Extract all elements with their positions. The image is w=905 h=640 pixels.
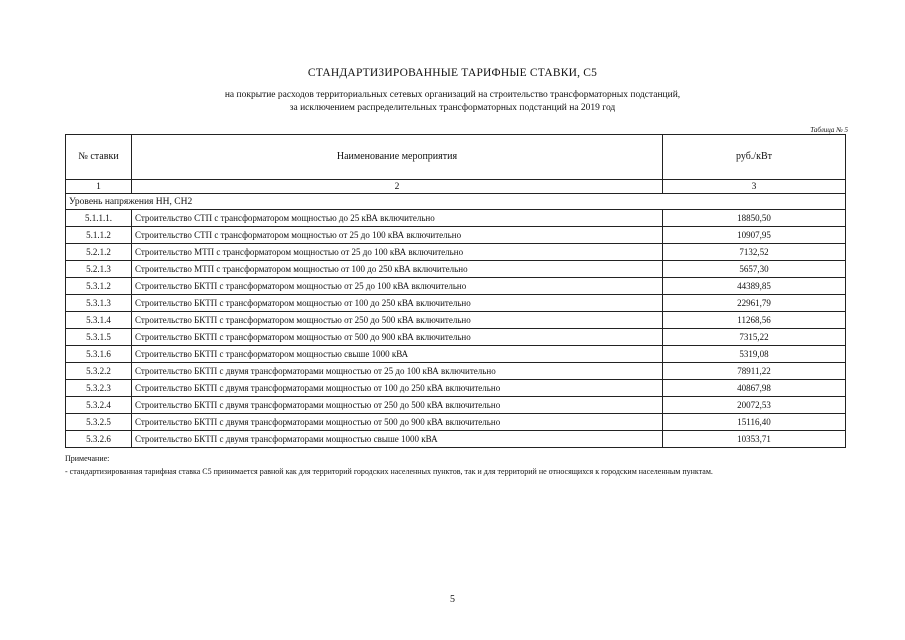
measure-name-cell: Строительство БКТП с двумя трансформаторами мощностью свыше 1000 кВА — [132, 431, 663, 448]
measure-name-cell: Строительство МТП с трансформатором мощностью от 25 до 100 кВА включительно — [132, 244, 663, 261]
table-row — [66, 295, 846, 312]
rate-code-cell: 5.3.1.6 — [66, 346, 132, 363]
table-row — [66, 363, 846, 380]
measure-name-cell: Строительство БКТП с трансформатором мощностью от 250 до 500 кВА включительно — [132, 312, 663, 329]
section-label: Уровень напряжения НН, СН2 — [66, 194, 846, 210]
rate-code-cell: 5.3.2.6 — [66, 431, 132, 448]
rate-value-cell: 7132,52 — [663, 244, 846, 261]
measure-name-cell: Строительство БКТП с двумя трансформаторами мощностью от 500 до 900 кВА включительно — [132, 414, 663, 431]
table-row — [66, 431, 846, 448]
note — [65, 452, 713, 478]
measure-name-cell: Строительство БКТП с трансформатором мощностью от 25 до 100 кВА включительно — [132, 278, 663, 295]
document-subtitle-line2: за исключением распределительных трансформаторных подстанций на 2019 год — [289, 103, 616, 113]
rate-value-cell: 7315,22 — [663, 329, 846, 346]
rate-code-cell: 5.2.1.2 — [66, 244, 132, 261]
column-number-row — [66, 180, 846, 194]
table-row — [66, 380, 846, 397]
table-row — [66, 210, 846, 227]
rate-value-cell: 10353,71 — [663, 431, 846, 448]
table-header-row — [66, 135, 846, 180]
rate-code-cell: 5.3.1.3 — [66, 295, 132, 312]
measure-name-cell: Строительство БКТП с двумя трансформаторами мощностью от 100 до 250 кВА включительно — [132, 380, 663, 397]
table-row — [66, 329, 846, 346]
header-rate: руб./кВт — [663, 135, 846, 180]
rate-value-cell: 15116,40 — [663, 414, 846, 431]
rate-code-cell: 5.3.2.5 — [66, 414, 132, 431]
table-row — [66, 312, 846, 329]
measure-name-cell: Строительство БКТП с трансформатором мощностью от 500 до 900 кВА включительно — [132, 329, 663, 346]
section-row — [66, 194, 846, 210]
rate-value-cell: 5657,30 — [663, 261, 846, 278]
column-number: 1 — [66, 180, 132, 194]
table-row — [66, 244, 846, 261]
rate-code-cell: 5.1.1.1. — [66, 210, 132, 227]
column-number: 2 — [132, 180, 663, 194]
page-number: 5 — [450, 594, 455, 605]
header-code: № ставки — [66, 135, 132, 180]
measure-name-cell: Строительство СТП с трансформатором мощностью до 25 кВА включительно — [132, 210, 663, 227]
measure-name-cell: Строительство БКТП с трансформатором мощностью свыше 1000 кВА — [132, 346, 663, 363]
measure-name-cell: Строительство БКТП с двумя трансформаторами мощностью от 25 до 100 кВА включительно — [132, 363, 663, 380]
rate-value-cell: 5319,08 — [663, 346, 846, 363]
rate-value-cell: 44389,85 — [663, 278, 846, 295]
measure-name-cell: Строительство БКТП с трансформатором мощностью от 100 до 250 кВА включительно — [132, 295, 663, 312]
table-row — [66, 227, 846, 244]
tariff-table — [65, 134, 846, 448]
rate-code-cell: 5.2.1.3 — [66, 261, 132, 278]
rate-value-cell: 18850,50 — [663, 210, 846, 227]
note-label: Примечание: — [65, 454, 110, 463]
rate-value-cell: 11268,56 — [663, 312, 846, 329]
rate-value-cell: 78911,22 — [663, 363, 846, 380]
rate-code-cell: 5.3.2.2 — [66, 363, 132, 380]
rate-code-cell: 5.3.1.5 — [66, 329, 132, 346]
measure-name-cell: Строительство БКТП с двумя трансформаторами мощностью от 250 до 500 кВА включительно — [132, 397, 663, 414]
measure-name-cell: Строительство СТП с трансформатором мощностью от 25 до 100 кВА включительно — [132, 227, 663, 244]
table-row — [66, 414, 846, 431]
rate-value-cell: 20072,53 — [663, 397, 846, 414]
tariff-table-body — [66, 135, 846, 448]
rate-code-cell: 5.3.2.4 — [66, 397, 132, 414]
rate-value-cell: 22961,79 — [663, 295, 846, 312]
header-name: Наименование мероприятия — [132, 135, 663, 180]
table-row — [66, 261, 846, 278]
document-subtitle-line1: на покрытие расходов территориальных сетевых организаций на строительство трансформаторных подстанций, — [224, 90, 681, 100]
rate-value-cell: 40867,98 — [663, 380, 846, 397]
note-text: - стандартизированная тарифная ставка С5 принимается равной как для территорий городских населенных пунктов, так и для территорий не относящихся к городским населенным пунктам. — [65, 467, 713, 476]
table-row — [66, 397, 846, 414]
rate-value-cell: 10907,95 — [663, 227, 846, 244]
column-number: 3 — [663, 180, 846, 194]
rate-code-cell: 5.1.1.2 — [66, 227, 132, 244]
table-row — [66, 278, 846, 295]
document-title: СТАНДАРТИЗИРОВАННЫЕ ТАРИФНЫЕ СТАВКИ, С5 — [307, 67, 598, 79]
rate-code-cell: 5.3.1.2 — [66, 278, 132, 295]
table-number: Таблица № 5 — [810, 126, 848, 134]
rate-code-cell: 5.3.1.4 — [66, 312, 132, 329]
table-row — [66, 346, 846, 363]
measure-name-cell: Строительство МТП с трансформатором мощностью от 100 до 250 кВА включительно — [132, 261, 663, 278]
rate-code-cell: 5.3.2.3 — [66, 380, 132, 397]
